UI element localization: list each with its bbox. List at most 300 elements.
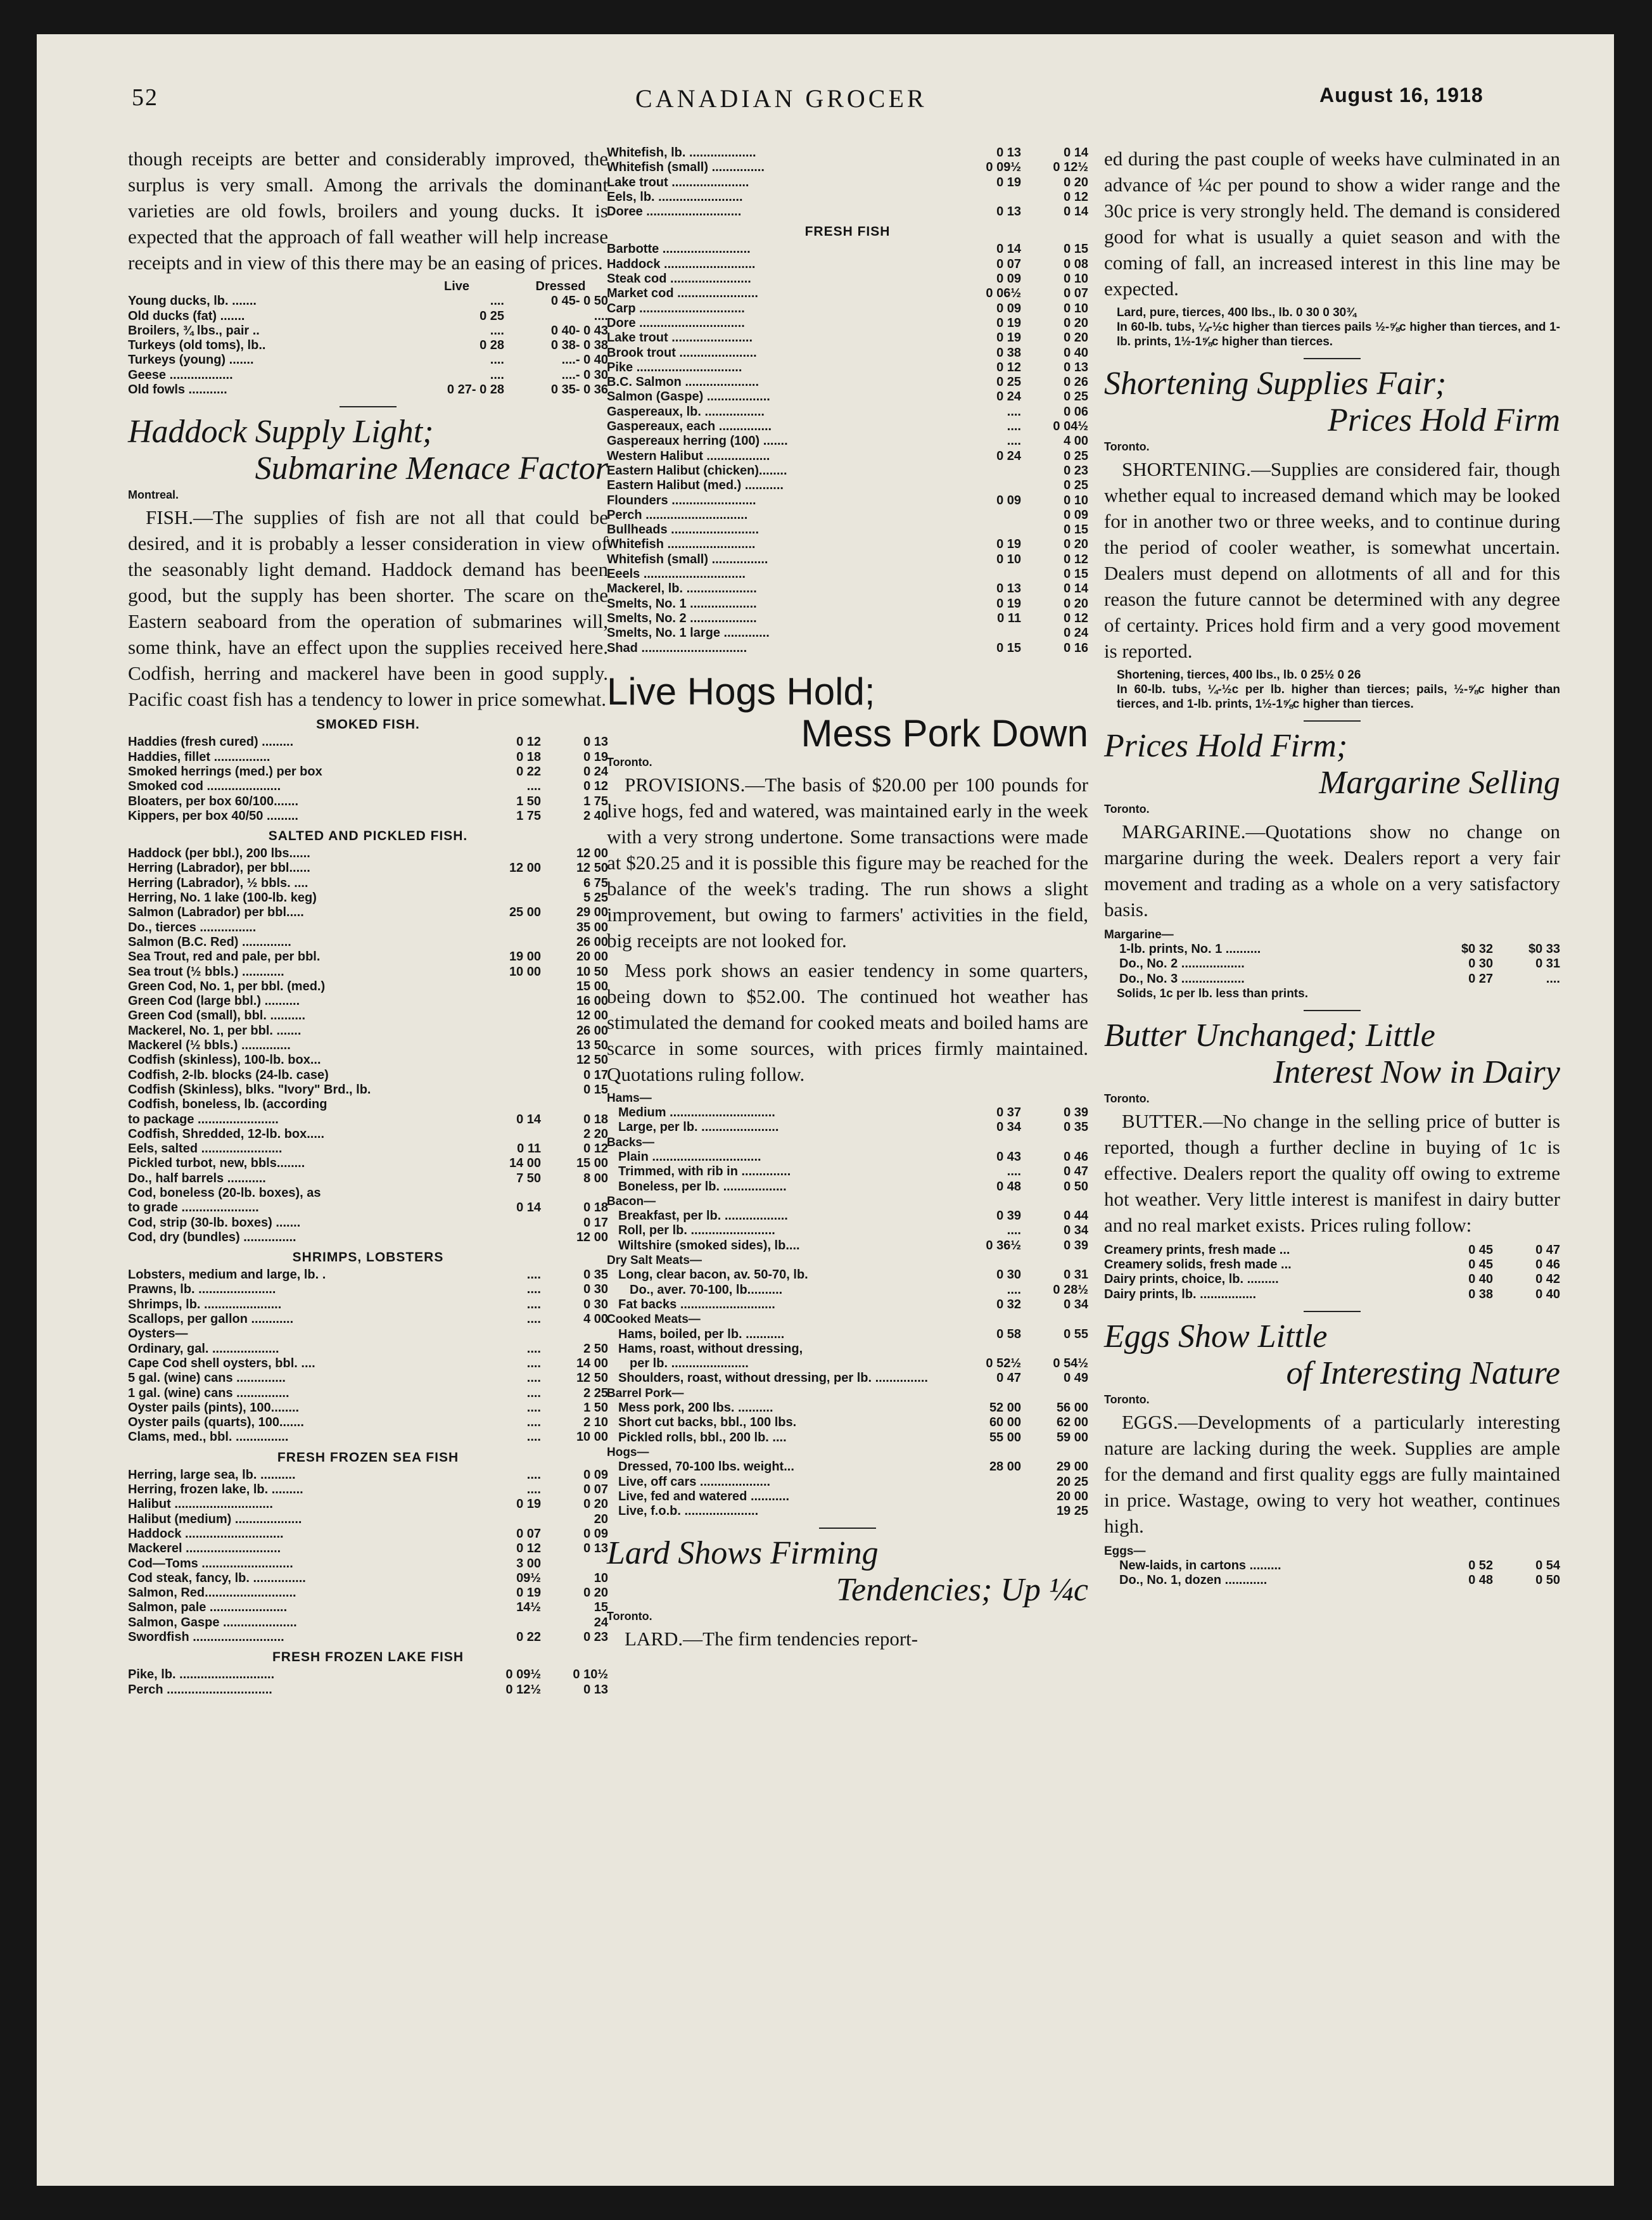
- price-high: [550, 1097, 608, 1112]
- item-name: Shoulders, roast, without dressing, per lb. ...............: [618, 1371, 928, 1386]
- price-live: ....: [490, 367, 504, 382]
- price-low: [963, 1194, 1030, 1209]
- price-row: [128, 1083, 608, 1097]
- headline-line-1: Shortening Supplies Fair;: [1104, 366, 1447, 402]
- item-name: Creamery prints, fresh made ...: [1104, 1242, 1290, 1257]
- divider: [1304, 1010, 1361, 1011]
- price-high: 1 50: [583, 1400, 608, 1415]
- price-row: [607, 375, 1088, 390]
- price-high: 0 20: [1064, 596, 1088, 611]
- price-row: [607, 1209, 1088, 1223]
- price-high: 59 00: [1056, 1430, 1088, 1445]
- price-row: [128, 1527, 608, 1541]
- price-high: 10 50: [576, 964, 608, 979]
- divider: [1304, 720, 1361, 722]
- price-row: [128, 309, 608, 324]
- price-low: 0 11: [517, 1142, 541, 1156]
- price-low: 12 00: [509, 861, 541, 876]
- price-low: ....: [526, 1356, 541, 1370]
- item-name: Smelts, No. 1 large .............: [607, 626, 770, 641]
- item-name: Smoked cod .....................: [128, 779, 281, 794]
- price-row: [128, 338, 608, 353]
- price-high: [1030, 1386, 1088, 1401]
- item-name: Large, per lb. ......................: [618, 1120, 779, 1135]
- price-high: 6 75: [583, 876, 608, 890]
- price-live: 0 25: [480, 309, 504, 323]
- price-row: [607, 1431, 1088, 1445]
- price-high: 35 00: [576, 920, 608, 935]
- headline-line-1: Prices Hold Firm;: [1104, 728, 1348, 764]
- price-low: [483, 1009, 550, 1023]
- item-name: Swordfish ..........................: [128, 1630, 284, 1644]
- item-name: Clams, med., bbl. ...............: [128, 1430, 289, 1445]
- price-row: [607, 346, 1088, 360]
- price-low: 0 12: [516, 735, 541, 750]
- dateline: Toronto.: [1104, 1393, 1150, 1407]
- price-row: [128, 1186, 608, 1201]
- price-row: [607, 1504, 1088, 1519]
- item-name: Haddock (per bbl.), 200 lbs......: [128, 846, 310, 861]
- item-name: Eastern Halibut (chicken)........: [607, 463, 787, 478]
- item-name: Herring (Labrador), ½ bbls. ....: [128, 876, 308, 890]
- price-low: [483, 1068, 550, 1083]
- price-row: [607, 175, 1088, 190]
- item-name: Kippers, per box 40/50 .........: [128, 808, 298, 823]
- price-row: [607, 1120, 1088, 1135]
- item-name: Salmon (B.C. Red) ..............: [128, 935, 291, 949]
- price-row: [128, 809, 608, 824]
- price-live: 0 28: [480, 338, 504, 353]
- publication-title: CANADIAN GROCER: [635, 84, 927, 113]
- price-row: [128, 735, 608, 750]
- headline-line-1: Haddock Supply Light;: [128, 414, 434, 450]
- price-row: [128, 1557, 608, 1571]
- price-high: 0 10: [1064, 493, 1088, 507]
- price-dressed: ....- 0 30: [561, 367, 608, 382]
- item-name: Codfish (Skinless), blks. "Ivory" Brd., lb.: [128, 1082, 371, 1097]
- price-high: [1030, 1312, 1088, 1327]
- price-high: 20 00: [576, 950, 608, 964]
- smoked-fish-table: [128, 735, 608, 824]
- price-low: 0 06½: [986, 286, 1021, 301]
- price-low: 0 40: [1468, 1272, 1493, 1287]
- headline-line-1: Butter Unchanged; Little: [1104, 1017, 1435, 1054]
- price-high: 5 25: [583, 891, 608, 905]
- price-high: 0 15: [1064, 242, 1088, 257]
- margarine-table: [1104, 942, 1560, 986]
- price-low: 0 19: [516, 1586, 541, 1600]
- price-row: [607, 205, 1088, 219]
- price-low: 0 09: [996, 493, 1021, 507]
- item-name: Mess pork, 200 lbs. ..........: [618, 1401, 773, 1415]
- price-high: 1 75: [583, 794, 608, 808]
- price-row: [607, 537, 1088, 552]
- item-name: Pike, lb. ...........................: [128, 1668, 275, 1682]
- price-high: 0 25: [1064, 390, 1088, 404]
- price-row: [607, 1091, 1088, 1106]
- price-high: 0 12: [1064, 189, 1088, 204]
- price-low: 0 39: [996, 1209, 1021, 1223]
- price-low: 0 19: [996, 316, 1021, 330]
- price-row: [607, 523, 1088, 537]
- item-name: Lake trout .......................: [607, 331, 753, 345]
- item-name: Shrimps, lb. ......................: [128, 1297, 282, 1311]
- price-row: [128, 779, 608, 794]
- butter-headline: [1104, 1018, 1560, 1091]
- price-row: [607, 582, 1088, 596]
- price-high: 0 09: [583, 1467, 608, 1482]
- price-high: 0 47: [1064, 1164, 1088, 1179]
- item-name: Do., tierces ................: [128, 920, 257, 935]
- price-row: [607, 190, 1088, 205]
- price-row: [128, 1009, 608, 1023]
- price-low: ....: [526, 1467, 541, 1482]
- salted-fish-table: [128, 846, 608, 1245]
- item-name: Live, fed and watered ...........: [618, 1489, 790, 1503]
- price-row: [1104, 957, 1560, 971]
- price-low: 14 00: [509, 1156, 541, 1171]
- price-row: [128, 1401, 608, 1415]
- price-low: 0 52½: [986, 1356, 1021, 1371]
- item-name: Whitefish .........................: [607, 537, 756, 552]
- item-name: Steak cod .......................: [607, 272, 751, 286]
- price-high: 0 28½: [1053, 1282, 1088, 1297]
- item-name: Short cut backs, bbl., 100 lbs.: [618, 1415, 797, 1430]
- margarine-headline: [1104, 728, 1560, 801]
- price-row: [128, 1668, 608, 1682]
- price-row: [128, 1142, 608, 1156]
- dateline: Toronto.: [1104, 1092, 1150, 1105]
- item-name: 5 gal. (wine) cans ..............: [128, 1371, 286, 1386]
- price-row: [128, 935, 608, 950]
- price-low: ....: [526, 1386, 541, 1400]
- price-row: [128, 1600, 608, 1615]
- item-name: Hogs—: [607, 1445, 649, 1459]
- price-row: [607, 478, 1088, 493]
- price-low: [483, 846, 550, 861]
- price-high: 4 00: [583, 1312, 608, 1327]
- price-low: ....: [526, 1430, 541, 1445]
- price-row: [607, 419, 1088, 434]
- price-high: $0 33: [1528, 942, 1560, 956]
- price-high: 0 47: [1535, 1242, 1560, 1257]
- price-low: 0 12: [516, 1541, 541, 1556]
- price-row: [607, 611, 1088, 626]
- price-high: 0 54½: [1053, 1356, 1088, 1371]
- price-row: [1104, 1258, 1560, 1272]
- price-low: 14½: [516, 1600, 541, 1615]
- price-row: [128, 324, 608, 338]
- price-low: 7 50: [516, 1171, 541, 1185]
- item-name: Haddies (fresh cured) .........: [128, 735, 294, 750]
- item-name: Cod, dry (bundles) ...............: [128, 1230, 296, 1244]
- price-row: [607, 242, 1088, 257]
- price-high: 20 25: [1056, 1474, 1088, 1489]
- price-low: [963, 1253, 1030, 1268]
- price-low: 0 30: [1468, 957, 1493, 971]
- shortening-note: In 60-lb. tubs, ¼-½c per lb. higher than tierces; pails, ½-⅝c higher than tierces, and 1-lb. prints, 1½-1⅝c higher than tierces.: [1117, 683, 1560, 711]
- item-name: to package .......................: [128, 1112, 279, 1126]
- price-high: 0 20: [1064, 175, 1088, 189]
- price-row: [607, 552, 1088, 567]
- price-low: 0 24: [996, 390, 1021, 404]
- item-name: Do., aver. 70-100, lb..........: [630, 1282, 783, 1297]
- item-name: Cod—Toms ..........................: [128, 1556, 293, 1571]
- item-name: Flounders ........................: [607, 493, 756, 507]
- price-low: [483, 979, 550, 994]
- price-high: 0 04½: [1053, 419, 1088, 434]
- price-row: [607, 494, 1088, 508]
- price-high: 15: [594, 1600, 608, 1615]
- item-name: Codfish, boneless, lb. (according: [128, 1097, 327, 1112]
- price-low: ....: [1007, 1223, 1021, 1238]
- item-name: Codfish, Shredded, 12-lb. box.....: [128, 1126, 325, 1141]
- price-low: $0 32: [1461, 942, 1493, 956]
- price-high: 0 07: [583, 1483, 608, 1497]
- price-high: 62 00: [1056, 1415, 1088, 1430]
- price-row: [128, 1068, 608, 1083]
- price-row: [128, 1371, 608, 1386]
- price-low: 28 00: [989, 1460, 1021, 1474]
- item-name: Western Halibut ..................: [607, 449, 770, 463]
- price-low: 0 18: [516, 750, 541, 764]
- price-row: [607, 1150, 1088, 1164]
- price-low: 0 38: [996, 345, 1021, 360]
- item-name: Shad ..............................: [607, 641, 747, 655]
- price-high: 0 46: [1535, 1258, 1560, 1272]
- price-dressed: ....- 0 40: [561, 353, 608, 367]
- price-low: ....: [1007, 1164, 1021, 1179]
- price-row: [128, 1616, 608, 1630]
- price-low: ....: [526, 1483, 541, 1497]
- price-row: [128, 750, 608, 765]
- price-high: 2 25: [583, 1386, 608, 1400]
- price-row: [607, 302, 1088, 316]
- item-name: Whitefish (small) ...............: [607, 160, 765, 175]
- price-row: [128, 1541, 608, 1556]
- price-low: 0 27: [1468, 971, 1493, 986]
- price-row: [607, 1356, 1088, 1371]
- price-row: [128, 1113, 608, 1127]
- price-row: [128, 1097, 608, 1112]
- price-low: 0 25: [996, 375, 1021, 390]
- price-low: [483, 1512, 550, 1527]
- item-name: Smelts, No. 1 ...................: [607, 596, 757, 611]
- price-live: 0 27- 0 28: [447, 383, 504, 397]
- price-high: 0 12: [583, 1142, 608, 1156]
- shortening-article: SHORTENING.—Supplies are considered fair, though whether equal to increased demand which may be looked for in another two or three weeks, and to continue during the period of cooler weather, is somewhat uncertain. Dealers must depend on allotments of all and for this reason the future cannot be determined with any degree of certainty. Prices hold firm and a very good movement is reported.: [1104, 458, 1560, 662]
- item-name: Cod steak, fancy, lb. ...............: [128, 1571, 306, 1585]
- price-row: [607, 1223, 1088, 1238]
- salted-fish-title: SALTED AND PICKLED FISH.: [268, 829, 468, 844]
- item-name: Cooked Meats—: [607, 1313, 701, 1327]
- price-low: [963, 1445, 1030, 1460]
- headline-line-1: Eggs Show Little: [1104, 1318, 1328, 1355]
- eggs-table: [1104, 1559, 1560, 1588]
- price-row: [607, 434, 1088, 449]
- item-name: Haddies, fillet ................: [128, 750, 270, 764]
- price-high: 12 50: [576, 1371, 608, 1386]
- provisions-table: [607, 1091, 1088, 1519]
- shrimps-table: [128, 1268, 608, 1445]
- price-row: [607, 272, 1088, 286]
- item-name: Boneless, per lb. ..................: [618, 1179, 787, 1194]
- price-high: 0 20: [1064, 331, 1088, 345]
- item-name: Green Cod (large bbl.) ..........: [128, 994, 300, 1009]
- item-name: Bullheads .........................: [607, 523, 759, 537]
- price-high: 0 19: [583, 750, 608, 764]
- item-name: Gaspereaux, lb. .................: [607, 404, 765, 419]
- price-high: 0 20: [1064, 537, 1088, 552]
- price-row: [128, 1483, 608, 1497]
- price-row: [607, 567, 1088, 582]
- price-high: 0 13: [583, 735, 608, 750]
- price-row: [607, 1253, 1088, 1268]
- item-name: Smoked herrings (med.) per box: [128, 764, 322, 779]
- price-low: [483, 921, 550, 935]
- item-name: Old fowls ...........: [128, 383, 227, 397]
- price-high: 0 13: [1064, 360, 1088, 374]
- price-row: [607, 1342, 1088, 1356]
- item-name: 1-lb. prints, No. 1 ..........: [1119, 942, 1261, 956]
- price-high: 29 00: [576, 905, 608, 920]
- item-name: Perch ..............................: [128, 1682, 272, 1697]
- price-high: 14 00: [576, 1356, 608, 1370]
- price-low: 0 37: [996, 1106, 1021, 1120]
- price-row: [128, 950, 608, 964]
- item-name: Medium ..............................: [618, 1106, 775, 1120]
- butter-article: BUTTER.—No change in the selling price of butter is reported, though a further decline in buying of 1c is effective. Dealers report the quality off owing to extreme hot weather. Very little interest is manifest in dairy butter and no real market exists. Prices ruling follow:: [1104, 1109, 1560, 1236]
- item-name: Mackerel, lb. ....................: [607, 582, 757, 596]
- price-low: ....: [526, 1268, 541, 1282]
- price-row: [128, 1268, 608, 1282]
- price-row: [607, 146, 1088, 160]
- price-high: 0 17: [583, 1215, 608, 1230]
- price-row: [128, 1430, 608, 1445]
- price-low: 0 19: [996, 596, 1021, 611]
- price-high: [1030, 1194, 1088, 1209]
- price-dressed: 0 40- 0 43: [550, 323, 608, 338]
- price-row: [1104, 972, 1560, 986]
- price-high: 0 55: [1064, 1327, 1088, 1341]
- price-high: 10 00: [576, 1430, 608, 1445]
- price-low: [483, 935, 550, 950]
- price-row: [128, 353, 608, 367]
- price-low: 0 24: [996, 449, 1021, 463]
- price-row: [128, 1586, 608, 1600]
- price-row: [607, 1415, 1088, 1430]
- item-name: Smelts, No. 2 ...................: [607, 611, 757, 625]
- item-name: Old ducks (fat) .......: [128, 309, 245, 323]
- headline-line-1: Live Hogs Hold;: [607, 670, 875, 713]
- price-low: 0 09: [996, 301, 1021, 316]
- price-row: [607, 316, 1088, 331]
- price-row: [128, 876, 608, 891]
- price-low: 0 38: [1468, 1287, 1493, 1301]
- item-name: Pickled turbot, new, bbls........: [128, 1156, 305, 1171]
- price-high: 0 07: [1064, 286, 1088, 301]
- price-low: [483, 1327, 550, 1341]
- price-low: [483, 876, 550, 891]
- price-row: [128, 1216, 608, 1230]
- item-name: Breakfast, per lb. ..................: [618, 1209, 788, 1223]
- price-live: ....: [490, 353, 504, 367]
- item-name: Roll, per lb. ........................: [618, 1223, 775, 1238]
- price-high: 0 10: [1064, 301, 1088, 316]
- price-low: 0 07: [996, 257, 1021, 271]
- item-name: Whitefish (small) ................: [607, 552, 768, 566]
- price-row: [1104, 1243, 1560, 1258]
- price-high: 0 30: [583, 1282, 608, 1297]
- item-name: Dressed, 70-100 lbs. weight...: [618, 1460, 794, 1474]
- price-low: [483, 1097, 550, 1112]
- price-row: [607, 464, 1088, 478]
- price-low: 0 09½: [986, 160, 1021, 175]
- item-name: to grade ......................: [128, 1201, 259, 1215]
- price-low: 0 09½: [505, 1668, 541, 1682]
- price-high: [550, 1327, 608, 1341]
- price-low: [963, 464, 1030, 478]
- price-low: 55 00: [989, 1430, 1021, 1445]
- price-row: [607, 1490, 1088, 1504]
- price-high: 0 23: [583, 1630, 608, 1644]
- item-name: per lb. ......................: [630, 1356, 749, 1371]
- price-row: [607, 405, 1088, 419]
- headline-line-2: of Interesting Nature: [1286, 1355, 1560, 1392]
- price-row: [128, 1386, 608, 1401]
- item-name: Turkeys (young) .......: [128, 353, 254, 367]
- price-high: 26 00: [576, 1023, 608, 1038]
- item-name: Cape Cod shell oysters, bbl. ....: [128, 1356, 315, 1370]
- column-3: [1104, 146, 1560, 1588]
- price-high: 15 00: [576, 1156, 608, 1171]
- price-row: [128, 1356, 608, 1371]
- shortening-headline: [1104, 366, 1560, 439]
- price-row: [128, 1415, 608, 1430]
- price-high: 0 31: [1064, 1268, 1088, 1282]
- price-low: ....: [1007, 434, 1021, 449]
- issue-date: August 16, 1918: [1319, 84, 1484, 106]
- item-name: Bloaters, per box 60/100.......: [128, 794, 299, 808]
- price-low: 0 36½: [986, 1238, 1021, 1253]
- item-name: Cod, boneless (20-lb. boxes), as: [128, 1185, 321, 1200]
- column-1: [128, 146, 608, 1697]
- price-row: [607, 286, 1088, 301]
- top-fish-table: [607, 146, 1088, 219]
- price-high: [550, 1557, 608, 1571]
- item-name: Codfish, 2-lb. blocks (24-lb. case): [128, 1068, 329, 1082]
- haddock-headline: [128, 414, 608, 487]
- price-row: [607, 1401, 1088, 1415]
- item-name: Oyster pails (pints), 100........: [128, 1400, 300, 1415]
- price-high: 0 06: [1064, 404, 1088, 419]
- smoked-fish-title: SMOKED FISH.: [316, 717, 420, 732]
- item-name: Backs—: [607, 1135, 654, 1149]
- item-name: Codfish (skinless), 100-lb. box...: [128, 1053, 321, 1068]
- price-row: [607, 1106, 1088, 1120]
- price-row: [128, 994, 608, 1009]
- shrimps-title: SHRIMPS, LOBSTERS: [292, 1250, 444, 1265]
- price-row: [607, 1194, 1088, 1209]
- price-low: [483, 1186, 550, 1201]
- headline-line-1: Lard Shows Firming: [607, 1535, 879, 1572]
- price-high: 0 30: [583, 1297, 608, 1311]
- item-name: Prawns, lb. ......................: [128, 1282, 276, 1297]
- price-high: 0 18: [583, 1112, 608, 1126]
- price-low: [483, 1616, 550, 1630]
- item-name: Salmon (Labrador) per bbl.....: [128, 905, 304, 920]
- lard-price: Lard, pure, tierces, 400 lbs., lb. 0 30 0 30¾: [1117, 306, 1357, 319]
